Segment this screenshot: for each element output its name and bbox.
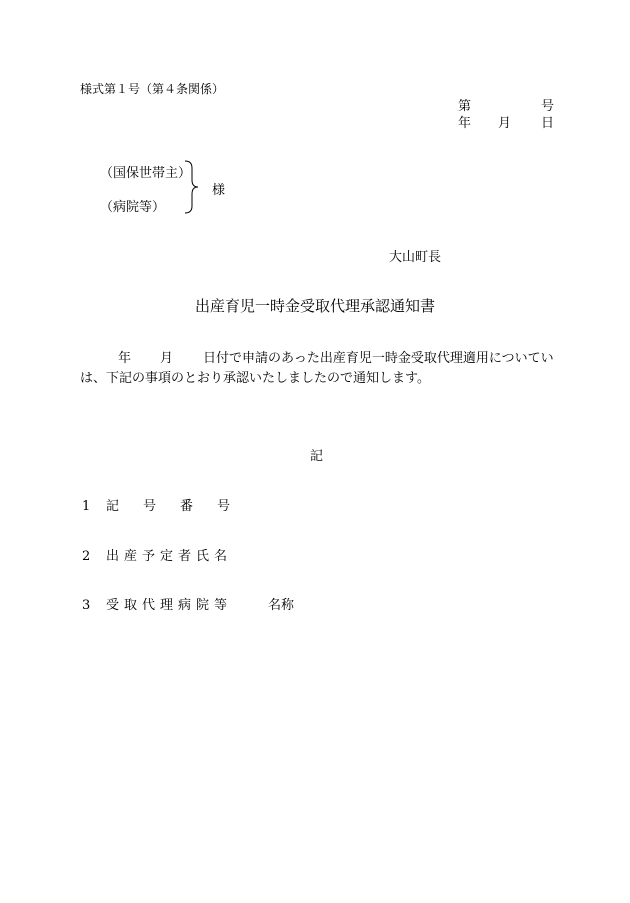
item-label: 出産予定者氏名 <box>106 549 233 564</box>
item-label: 記号番号 <box>106 499 255 514</box>
item-symbol-number <box>82 495 254 514</box>
addressee-hospital: （病院等） <box>100 200 166 215</box>
issue-number-suffix: 号 <box>541 99 555 114</box>
item-extra-label: 名称 <box>268 598 295 613</box>
body-line-2: は、下記の事項のとおり承認いたしましたので通知します。 <box>80 371 430 386</box>
body-year: 年 <box>118 351 132 366</box>
issue-date-month: 月 <box>498 116 512 131</box>
item-proxy-hospital <box>82 594 294 613</box>
honorific-sama: 様 <box>212 183 226 198</box>
item-expectant-name <box>82 545 232 564</box>
item-label: 受取代理病院等 <box>106 598 233 613</box>
issue-date-day: 日 <box>541 116 555 131</box>
body-rest: 日付で申請のあった出産育児一時金受取代理適用についてい <box>203 351 554 366</box>
issue-date-year: 年 <box>458 116 472 131</box>
document-title: 出産育児一時金受取代理承認通知書 <box>194 297 435 315</box>
sender-mayor: 大山町長 <box>389 250 442 265</box>
item-number: 3 <box>82 598 91 613</box>
right-brace-icon <box>183 160 199 214</box>
form-number: 様式第１号（第４条関係） <box>80 82 225 96</box>
body-month: 月 <box>160 351 174 366</box>
item-number: 2 <box>82 549 91 564</box>
issue-number-prefix: 第 <box>458 99 472 114</box>
ki-heading: 記 <box>310 449 324 464</box>
addressee-household-head: （国保世帯主） <box>100 166 192 181</box>
item-number: 1 <box>82 499 91 514</box>
